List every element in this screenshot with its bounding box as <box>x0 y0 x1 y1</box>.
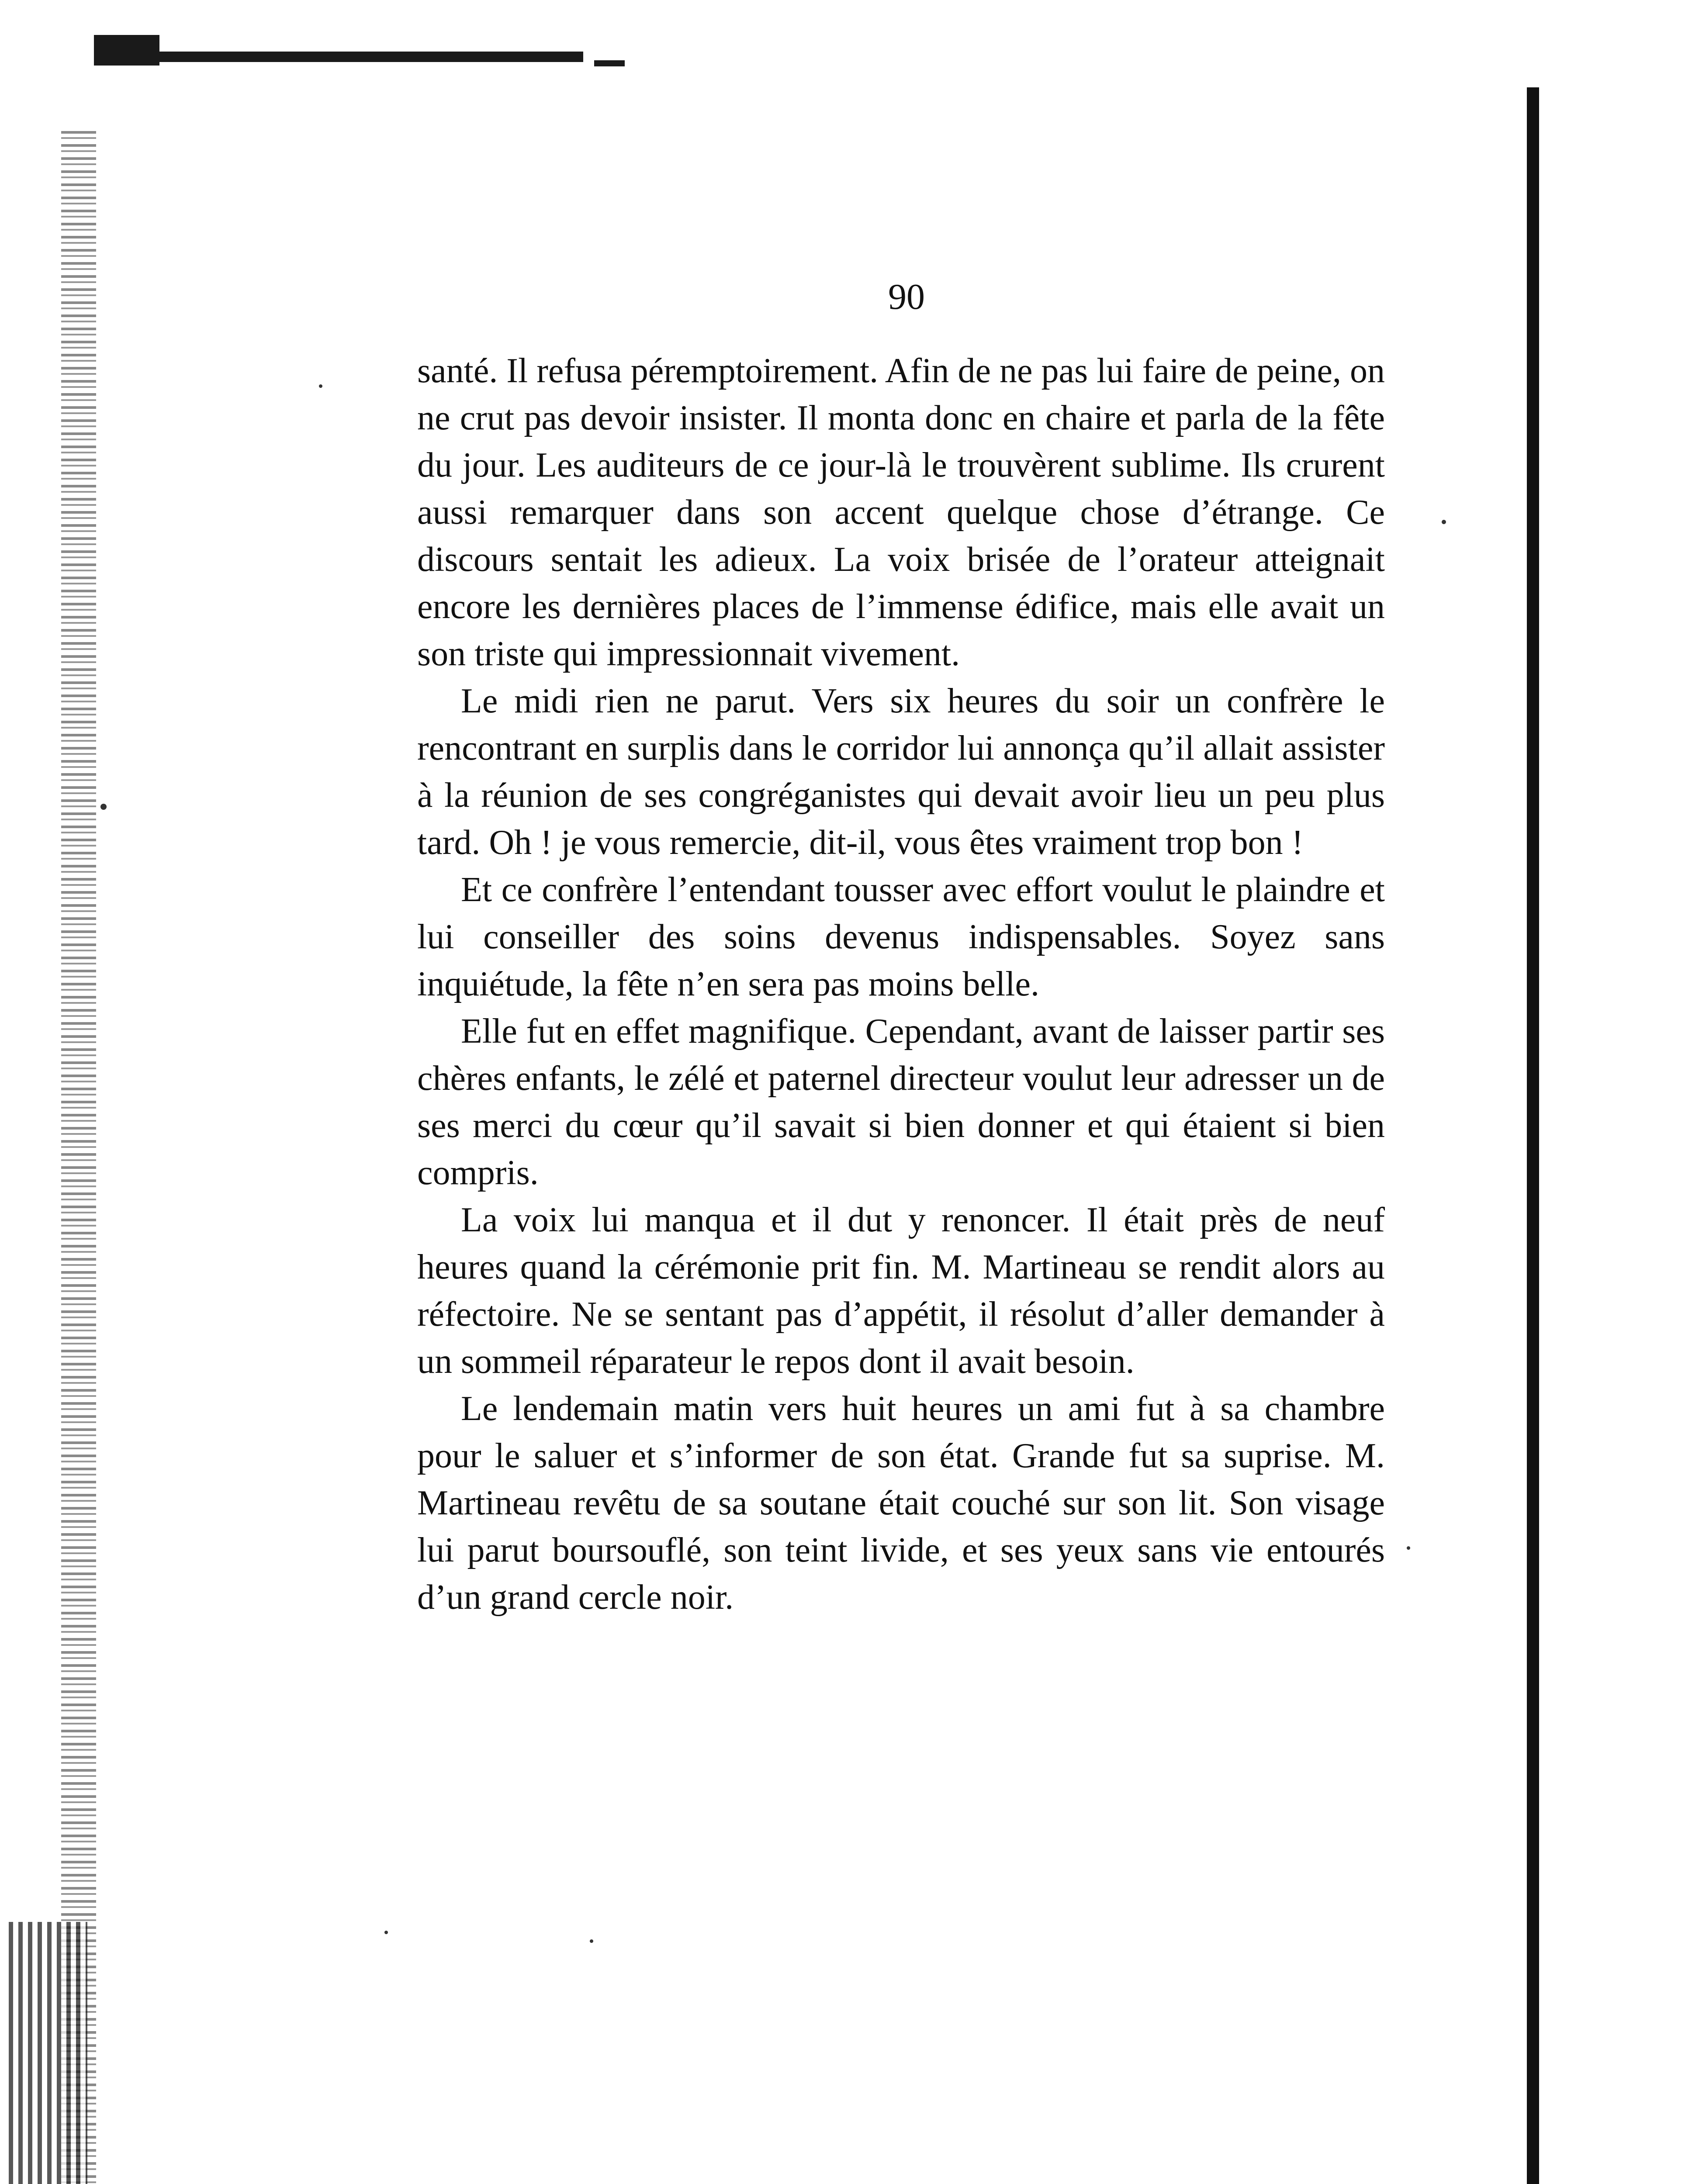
paragraph-5: La voix lui manqua et il dut y renoncer. Il était près de neuf heures quand la cérémonie prit fin. M. Martineau se rendit alors au réfectoire. Ne se sentant pas d’appétit, il résolut d’aller demander à un sommeil réparateur le repos dont il avait besoin. <box>417 1201 1385 1381</box>
scan-speck <box>100 804 107 810</box>
scan-speck <box>590 1939 593 1943</box>
body-text <box>417 347 1385 1621</box>
scan-speck <box>319 384 322 388</box>
scan-artifact-right-bar <box>1527 87 1539 2184</box>
scan-artifact-top-dash <box>594 60 625 66</box>
scan-artifact-left-edge <box>61 131 96 2184</box>
paragraph-3: Et ce confrère l’entendant tousser avec effort voulut le plaindre et lui conseiller des soins devenus indispensables. Soyez sans inquiétude, la fête n’en sera pas moins belle. <box>417 871 1385 1003</box>
scan-speck <box>1407 1546 1410 1550</box>
paragraph-4: Elle fut en effet magnifique. Cependant, avant de laisser partir ses chères enfants, le zélé et paternel directeur voulut leur adresser un de ses merci du cœur qu’il savait si bien donner et qui étaient si bien compris. <box>417 1012 1385 1192</box>
paragraph-6: Le lendemain matin vers huit heures un ami fut à sa chambre pour le saluer et s’informer de son état. Grande fut sa suprise. M. Martineau revêtu de sa soutane était couché sur son lit. Son visage lui parut boursouflé, son teint livide, et ses yeux sans vie entourés d’un grand cercle noir. <box>417 1389 1385 1617</box>
page-number: 90 <box>888 276 925 317</box>
scan-speck <box>384 1931 388 1934</box>
paragraph-1: santé. Il refusa péremptoirement. Afin de ne pas lui faire de peine, on ne crut pas devoir insister. Il monta donc en chaire et parla de la fête du jour. Les auditeurs de ce jour-là le trouvèrent sublime. Ils crurent aussi remarquer dans son accent quelque chose d’étrange. Ce discours sentait les adieux. La voix brisée de l’orateur atteignait encore les dernières places de l’immense édifice, mais elle avait un son triste qui impressionnait vivement. <box>417 352 1385 673</box>
scan-speck <box>1442 520 1446 524</box>
scan-artifact-left-binding <box>9 1922 87 2184</box>
scan-artifact-top-bar <box>94 52 583 62</box>
paragraph-2: Le midi rien ne parut. Vers six heures du soir un confrère le rencontrant en surplis dans le corridor lui annonça qu’il allait assister à la réunion de ses congréganistes qui devait avoir lieu un peu plus tard. Oh ! je vous remercie, dit-il, vous êtes vraiment trop bon ! <box>417 682 1385 862</box>
